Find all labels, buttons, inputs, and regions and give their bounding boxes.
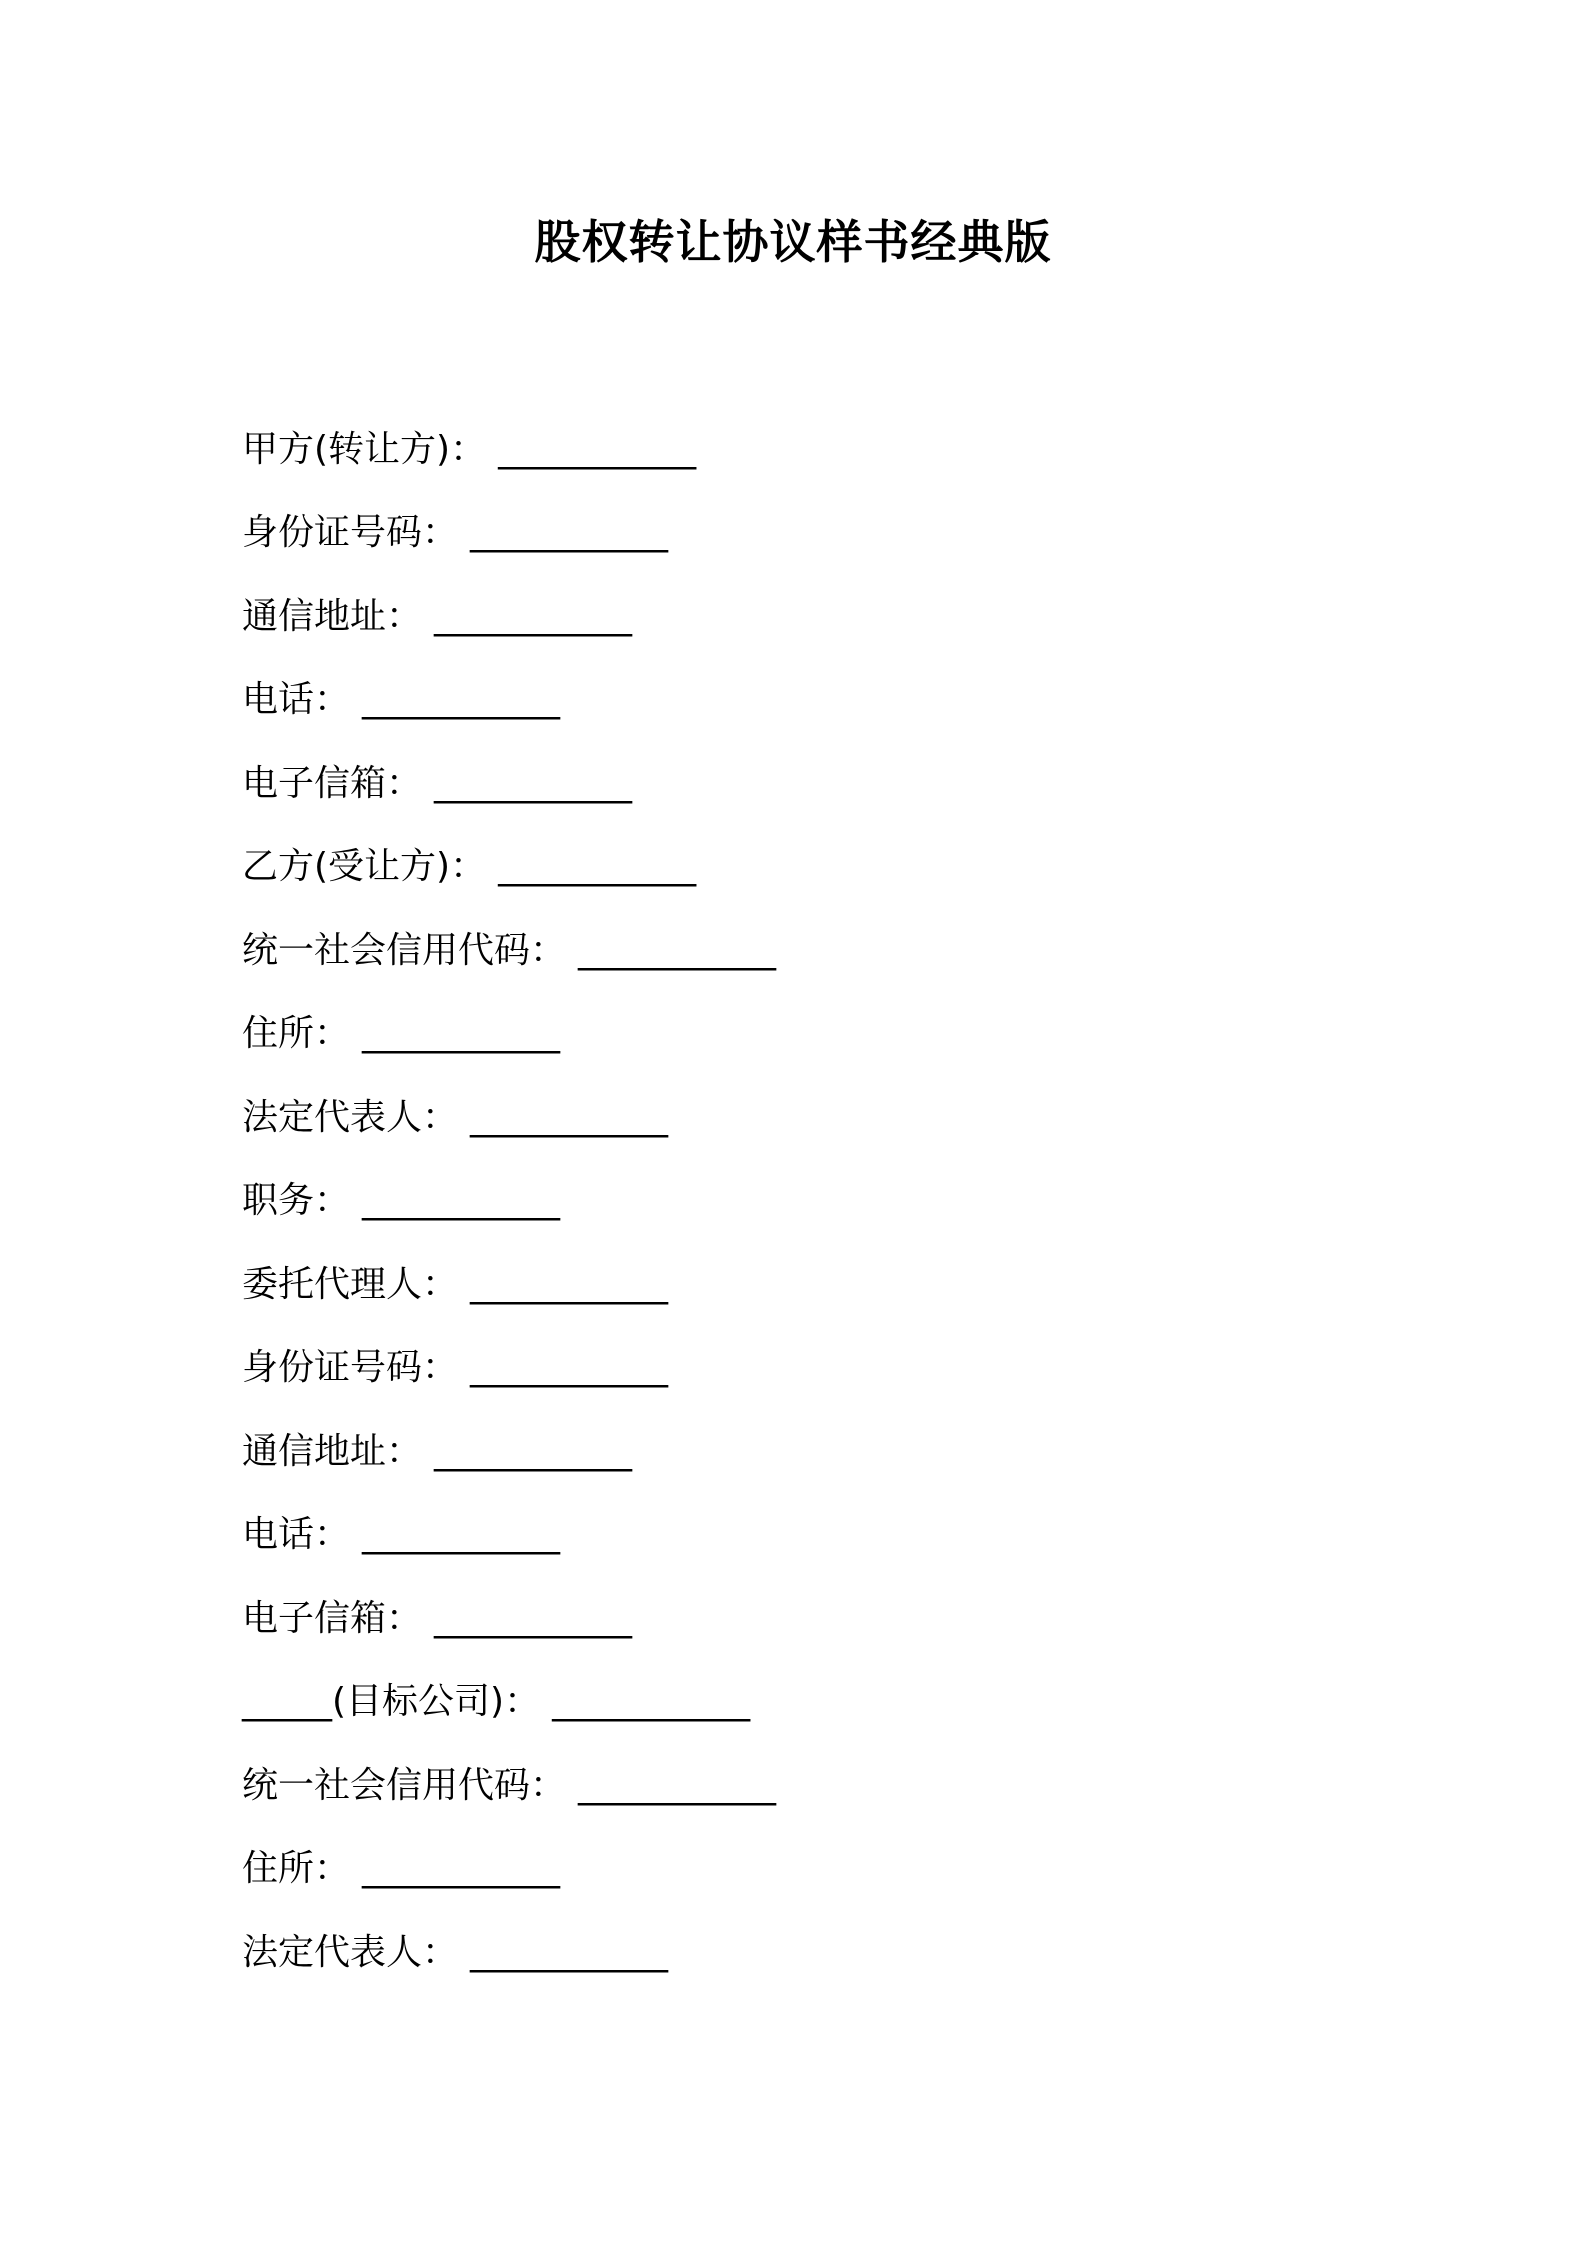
field-colon: ：	[450, 846, 487, 888]
field-colon: ：	[504, 1681, 541, 1723]
field-blank-line: ___________	[362, 1013, 561, 1055]
field-blank-line: ___________	[498, 428, 697, 470]
field-label: 电子信箱	[242, 762, 387, 804]
field-agent-id-number	[242, 1327, 1342, 1411]
field-blank-line: ___________	[470, 512, 669, 554]
field-label: _____(目标公司)	[242, 1681, 505, 1723]
field-label: 身份证号码	[242, 1347, 423, 1389]
field-colon: ：	[422, 512, 459, 554]
field-blank-line: ___________	[470, 1096, 669, 1138]
field-colon: ：	[530, 1764, 567, 1806]
field-label: 电子信箱	[242, 1597, 387, 1639]
field-label: 电话	[242, 1514, 315, 1556]
field-transferee-agent	[242, 1243, 1342, 1327]
field-blank-line: ___________	[434, 762, 633, 804]
field-blank-line: ___________	[362, 1180, 561, 1222]
field-transferor-address	[242, 575, 1342, 659]
field-target-domicile	[242, 1828, 1342, 1912]
field-label: 法定代表人	[242, 1096, 423, 1138]
field-colon: ：	[386, 1597, 423, 1639]
field-blank-line: ___________	[470, 1263, 669, 1305]
field-transferee	[242, 826, 1342, 910]
field-colon: ：	[314, 1013, 351, 1055]
field-label: 电话	[242, 679, 315, 721]
field-colon: ：	[386, 1430, 423, 1472]
field-transferee-domicile	[242, 993, 1342, 1077]
field-target-company	[242, 1661, 1342, 1745]
field-label: 住所	[242, 1848, 315, 1890]
field-blank-line: ___________	[362, 1514, 561, 1556]
field-label: 通信地址	[242, 595, 387, 637]
field-colon: ：	[386, 762, 423, 804]
field-colon: ：	[422, 1096, 459, 1138]
field-label: 统一社会信用代码	[242, 929, 531, 971]
field-colon: ：	[314, 1514, 351, 1556]
document-title: 股权转让协议样书经典版	[534, 215, 1052, 269]
field-blank-line: ___________	[470, 1347, 669, 1389]
field-blank-line: ___________	[498, 846, 697, 888]
field-transferor-phone	[242, 659, 1342, 743]
field-agent-phone	[242, 1494, 1342, 1578]
field-colon: ：	[422, 1931, 459, 1973]
field-transferor-email	[242, 742, 1342, 826]
party-info-fields	[242, 408, 1342, 1995]
field-blank-line: ___________	[434, 595, 633, 637]
field-colon: ：	[314, 679, 351, 721]
field-label: 通信地址	[242, 1430, 387, 1472]
field-blank-line: ___________	[470, 1931, 669, 1973]
field-transferee-credit-code	[242, 909, 1342, 993]
field-colon: ：	[314, 1848, 351, 1890]
field-target-credit-code	[242, 1744, 1342, 1828]
field-colon: ：	[450, 428, 487, 470]
field-colon: ：	[386, 595, 423, 637]
field-blank-line: ___________	[362, 1848, 561, 1890]
field-label: 身份证号码	[242, 512, 423, 554]
field-colon: ：	[422, 1263, 459, 1305]
field-blank-line: ___________	[362, 679, 561, 721]
field-blank-line: ___________	[578, 929, 777, 971]
field-target-legal-rep	[242, 1911, 1342, 1995]
field-label: 职务	[242, 1180, 315, 1222]
field-label: 法定代表人	[242, 1931, 423, 1973]
field-blank-line: ___________	[434, 1597, 633, 1639]
field-colon: ：	[530, 929, 567, 971]
field-label: 甲方(转让方)	[242, 428, 451, 470]
field-blank-line: ___________	[578, 1764, 777, 1806]
field-label: 统一社会信用代码	[242, 1764, 531, 1806]
field-transferor	[242, 408, 1342, 492]
field-label: 委托代理人	[242, 1263, 423, 1305]
field-agent-address	[242, 1410, 1342, 1494]
field-blank-line: ___________	[434, 1430, 633, 1472]
field-transferee-legal-rep	[242, 1076, 1342, 1160]
field-label: 乙方(受让方)	[242, 846, 451, 888]
field-blank-line: ___________	[552, 1681, 751, 1723]
field-colon: ：	[314, 1180, 351, 1222]
field-transferee-position	[242, 1160, 1342, 1244]
field-transferor-id-number	[242, 492, 1342, 576]
field-colon: ：	[422, 1347, 459, 1389]
field-agent-email	[242, 1577, 1342, 1661]
field-label: 住所	[242, 1013, 315, 1055]
